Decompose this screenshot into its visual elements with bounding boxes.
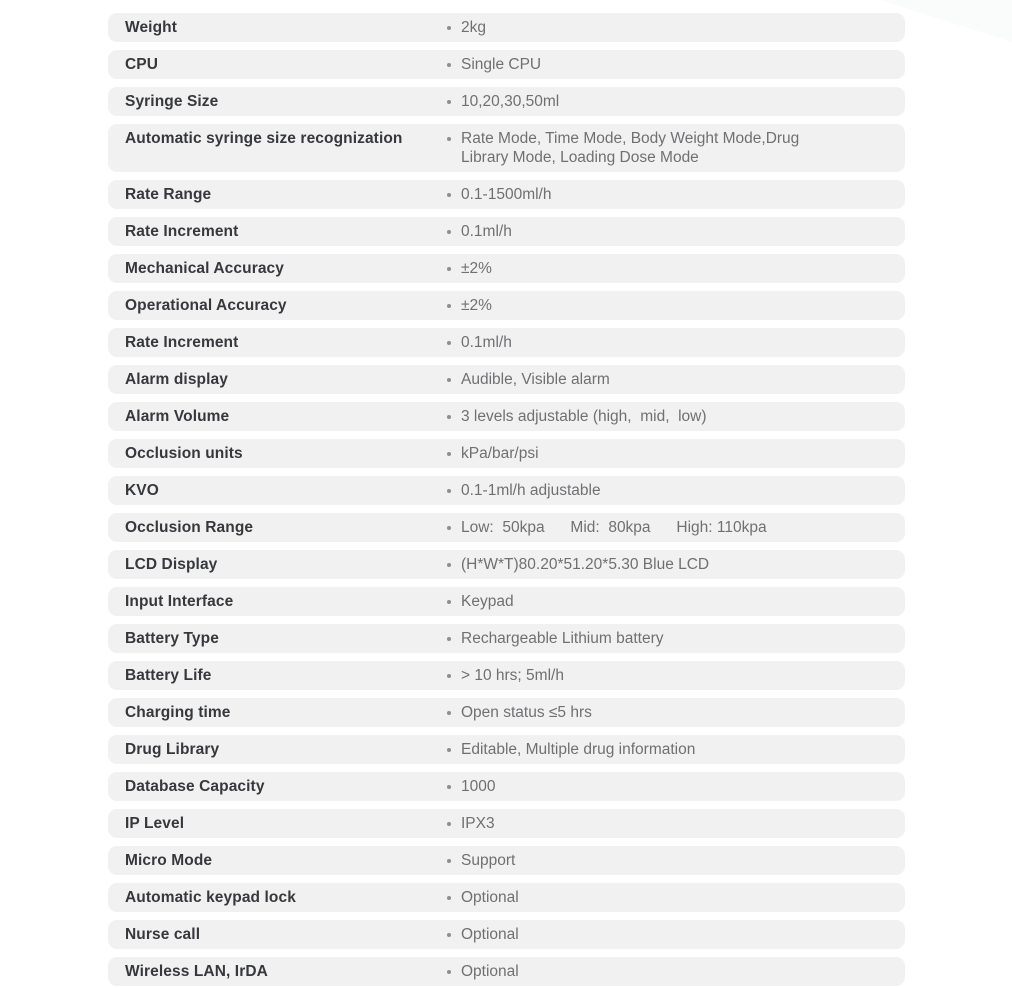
spec-value-wrap	[447, 592, 905, 611]
spec-value-wrap	[447, 925, 905, 944]
spec-row	[108, 735, 905, 764]
spec-value: 10,20,30,50ml	[461, 93, 560, 110]
bullet-icon	[447, 415, 451, 419]
bullet-icon	[447, 63, 451, 67]
spec-value: 0.1ml/h	[461, 223, 512, 240]
spec-value-wrap	[447, 629, 905, 648]
spec-value: Keypad	[461, 593, 514, 610]
spec-value: > 10 hrs; 5ml/h	[461, 667, 564, 684]
bullet-icon	[447, 637, 451, 641]
spec-row	[108, 698, 905, 727]
spec-value: Optional	[461, 926, 519, 943]
spec-value: ±2%	[461, 297, 492, 314]
spec-row	[108, 624, 905, 653]
spec-label: Battery Life	[125, 667, 212, 684]
spec-value: Rate Mode, Time Mode, Body Weight Mode,Drug Library Mode, Loading Dose Mode	[461, 130, 804, 166]
spec-label: Micro Mode	[125, 852, 213, 869]
bullet-icon	[447, 933, 451, 937]
bullet-icon	[447, 970, 451, 974]
spec-row	[108, 328, 905, 357]
bullet-icon	[447, 822, 451, 826]
spec-row	[108, 402, 905, 431]
bullet-icon	[447, 489, 451, 493]
spec-value-wrap	[447, 740, 905, 759]
spec-value: Optional	[461, 889, 519, 906]
spec-value-wrap	[447, 666, 905, 685]
bullet-icon	[447, 859, 451, 863]
spec-value: Audible, Visible alarm	[461, 371, 610, 388]
spec-row	[108, 365, 905, 394]
bullet-icon	[447, 785, 451, 789]
spec-value-wrap	[447, 129, 905, 167]
spec-row	[108, 180, 905, 209]
spec-label: Rate Range	[125, 186, 212, 203]
spec-value-wrap	[447, 185, 905, 204]
spec-value-wrap	[447, 518, 905, 537]
spec-label: Weight	[125, 19, 177, 36]
spec-value-wrap	[447, 703, 905, 722]
bullet-icon	[447, 896, 451, 900]
spec-label: Nurse call	[125, 926, 201, 943]
spec-row	[108, 550, 905, 579]
bullet-icon	[447, 137, 451, 141]
spec-label: Wireless LAN, IrDA	[125, 963, 268, 980]
spec-value: Open status ≤5 hrs	[461, 704, 592, 721]
spec-row	[108, 587, 905, 616]
spec-label: LCD Display	[125, 556, 218, 573]
spec-value-wrap	[447, 481, 905, 500]
spec-label: Alarm Volume	[125, 408, 230, 425]
bullet-icon	[447, 748, 451, 752]
bullet-icon	[447, 341, 451, 345]
spec-label: Database Capacity	[125, 778, 265, 795]
spec-row	[108, 920, 905, 949]
spec-value-wrap	[447, 259, 905, 278]
spec-value: Low: 50kpa Mid: 80kpa High: 110kpa	[461, 519, 767, 536]
spec-value-wrap	[447, 296, 905, 315]
spec-row	[108, 217, 905, 246]
bullet-icon	[447, 563, 451, 567]
spec-label: Occlusion units	[125, 445, 243, 462]
spec-value: 0.1-1500ml/h	[461, 186, 552, 203]
spec-label: Charging time	[125, 704, 231, 721]
spec-label: Drug Library	[125, 741, 220, 758]
spec-label: Alarm display	[125, 371, 228, 388]
spec-value: IPX3	[461, 815, 495, 832]
spec-row	[108, 87, 905, 116]
bullet-icon	[447, 674, 451, 678]
spec-row	[108, 957, 905, 986]
spec-row	[108, 254, 905, 283]
spec-value-wrap	[447, 18, 905, 37]
bullet-icon	[447, 526, 451, 530]
spec-row	[108, 439, 905, 468]
spec-value: 1000	[461, 778, 496, 795]
spec-value: ±2%	[461, 260, 492, 277]
spec-row	[108, 846, 905, 875]
spec-row	[108, 50, 905, 79]
bullet-icon	[447, 452, 451, 456]
spec-table	[108, 13, 905, 986]
spec-value-wrap	[447, 55, 905, 74]
spec-label: Occlusion Range	[125, 519, 254, 536]
spec-value: (H*W*T)80.20*51.20*5.30 Blue LCD	[461, 556, 710, 573]
spec-value-wrap	[447, 851, 905, 870]
spec-row	[108, 124, 905, 172]
spec-value: Support	[461, 852, 516, 869]
spec-label: Mechanical Accuracy	[125, 260, 284, 277]
bullet-icon	[447, 193, 451, 197]
spec-row	[108, 883, 905, 912]
spec-value-wrap	[447, 888, 905, 907]
spec-value-wrap	[447, 222, 905, 241]
spec-value: kPa/bar/psi	[461, 445, 539, 462]
spec-value: 0.1ml/h	[461, 334, 512, 351]
spec-label: Rate Increment	[125, 334, 239, 351]
spec-label: Automatic syringe size recognization	[125, 130, 403, 147]
bullet-icon	[447, 267, 451, 271]
spec-label: Automatic keypad lock	[125, 889, 296, 906]
spec-row	[108, 809, 905, 838]
spec-label: CPU	[125, 56, 159, 73]
bullet-icon	[447, 600, 451, 604]
spec-row	[108, 291, 905, 320]
bullet-icon	[447, 711, 451, 715]
bullet-icon	[447, 304, 451, 308]
spec-value: Editable, Multiple drug information	[461, 741, 696, 758]
spec-value-wrap	[447, 407, 905, 426]
spec-value: 2kg	[461, 19, 486, 36]
spec-row	[108, 513, 905, 542]
spec-value-wrap	[447, 370, 905, 389]
spec-value-wrap	[447, 555, 905, 574]
spec-label: Input Interface	[125, 593, 234, 610]
spec-row	[108, 661, 905, 690]
spec-value: Rechargeable Lithium battery	[461, 630, 664, 647]
spec-value-wrap	[447, 777, 905, 796]
bullet-icon	[447, 378, 451, 382]
spec-label: Rate Increment	[125, 223, 239, 240]
spec-value: 0.1-1ml/h adjustable	[461, 482, 601, 499]
spec-label: Battery Type	[125, 630, 219, 647]
spec-value-wrap	[447, 962, 905, 981]
spec-label: IP Level	[125, 815, 185, 832]
spec-row	[108, 476, 905, 505]
spec-value: Optional	[461, 963, 519, 980]
bullet-icon	[447, 26, 451, 30]
spec-label: Operational Accuracy	[125, 297, 287, 314]
spec-row	[108, 772, 905, 801]
spec-label: Syringe Size	[125, 93, 219, 110]
spec-value: Single CPU	[461, 56, 542, 73]
spec-value-wrap	[447, 333, 905, 352]
spec-value: 3 levels adjustable (high, mid, low)	[461, 408, 707, 425]
spec-value-wrap	[447, 814, 905, 833]
spec-value-wrap	[447, 444, 905, 463]
spec-label: KVO	[125, 482, 159, 499]
spec-row	[108, 13, 905, 42]
spec-value-wrap	[447, 92, 905, 111]
bullet-icon	[447, 100, 451, 104]
bullet-icon	[447, 230, 451, 234]
